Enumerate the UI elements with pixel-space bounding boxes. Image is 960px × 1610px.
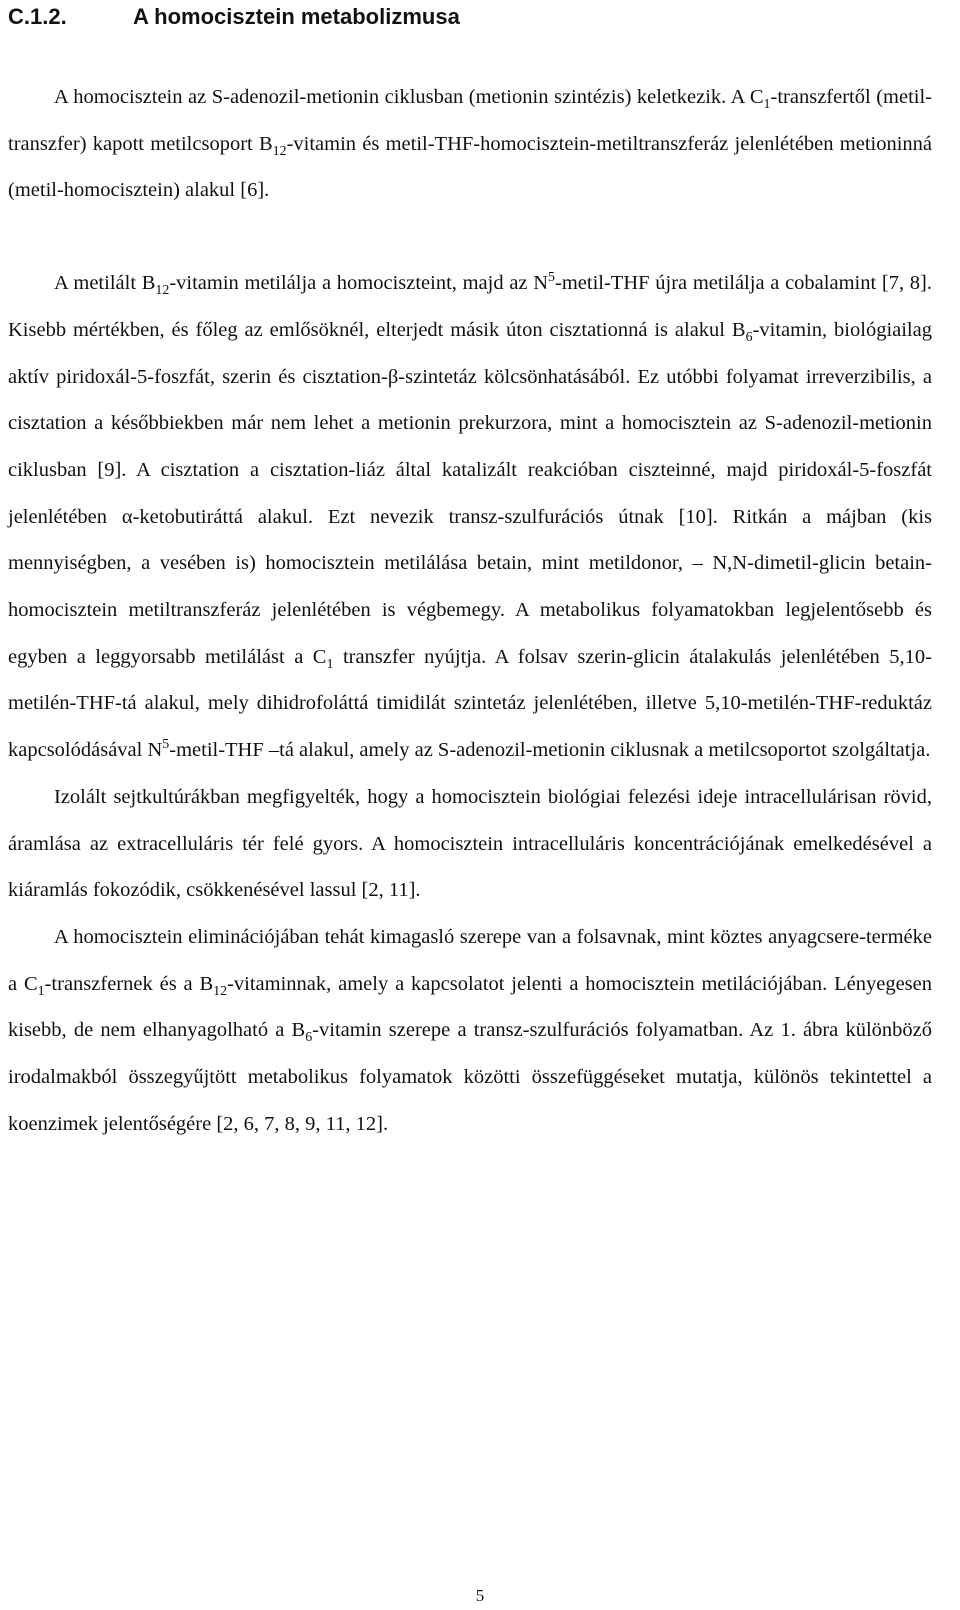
text-run: -metil-THF újra metilálja a cobalamint [7, 8]. Kisebb mértékben, és főleg az emlősöknél, elterjedt másik úton cisztationná is alakul B [8,272,932,341]
section-title: A homocisztein metabolizmusa [133,4,460,29]
text-run: transzfer nyújtja. A folsav szerin-glicin átalakulás jelenlétében 5,10-metilén-THF-tá alakul, mely dihidrofoláttá timidilát szintetáz jelenlétében, illetve 5,10-metilén-THF-reduktáz kapcsolódásával N [8,645,932,762]
subscript: 6 [745,329,753,345]
subscript: 12 [155,283,170,299]
text-run: -transzfernek és a B [44,972,214,995]
text-run: -transzfertől (metil-transzfer) kapott metilcsoport B [8,86,932,155]
paragraph [8,74,932,214]
subscript: 1 [326,656,334,672]
text-run: A metilált B [54,272,156,295]
superscript: 5 [162,737,170,753]
text-run: -vitaminnak, amely a kapcsolatot jelenti a homocisztein metilációjában. Lényegesen kisebb, de nem elhanyagolható a B [8,972,932,1042]
text-run: Izolált sejtkultúrákban megfigyelték, hogy a homocisztein biológiai felezési ideje intracellulárisan rövid, áramlása az extracelluláris tér felé gyors. A homocisztein intracelluláris koncentrációjának emelkedésével a kiáramlás fokozódik, csökkenésével lassul [2, 11]. [8,785,932,902]
text-run: -metil-THF –tá alakul, amely az S-adenozil-metionin ciklusnak a metilcsoportot szolgáltatja. [169,739,931,762]
subscript: 12 [213,983,228,999]
text-run: -vitamin szerepe a transz-szulfurációs folyamatban. Az 1. ábra különböző irodalmakból összegyűjtött metabolikus folyamatok közötti összefüggéseket mutatja, különös tekintettel a koenzimek jelentőségére [2, 6, 7, 8, 9, 11, 12]. [8,1019,932,1135]
text-run: A homocisztein az S-adenozil-metionin ciklusban (metionin szintézis) keletkezik. A C [54,86,764,108]
paragraph [8,774,932,914]
superscript: 5 [548,270,556,286]
paragraph [8,260,932,774]
section-heading [8,0,932,38]
subscript: 12 [272,143,287,159]
text-run: -vitamin és metil-THF-homocisztein-metiltranszferáz jelenlétében metioninná (metil-homocisztein) alakul [6]. [8,132,932,202]
subscript: 6 [305,1030,313,1046]
subscript: 1 [37,983,45,999]
text-run: A homocisztein eliminációjában tehát kimagasló szerepe van a folsavnak, mint köztes anyagcsere-terméke a C [8,925,932,995]
section-number: C.1.2. [8,4,67,29]
text-run: -vitamin metilálja a homociszteint, majd az N [169,272,549,295]
subscript: 1 [763,97,771,113]
paragraph [8,914,932,1148]
page-number: 5 [475,1586,485,1605]
text-run: -vitamin, biológiailag aktív piridoxál-5-foszfát, szerin és cisztation-β-szintetáz kölcsönhatásából. Ez utóbbi folyamat irreverzibilis, a cisztation a későbbiekben már nem lehet a metionin prekurzora, mint a homocisztein az S-adenozil-metionin ciklusban [9]. A cisztation a cisztation-liáz által katalizált reakcióban ciszteinné, majd piridoxál-5-foszfát jelenlétében α-ketobutiráttá alakul. Ezt nevezik transz-szulfurációs útnak [10]. Ritkán a májban (kis mennyiségben, a vesében is) homocisztein metilálása betain, mint metildonor, – N,N-dimetil-glicin betain-homocisztein metiltranszferáz jelenlétében is végbemegy. A metabolikus folyamatokban legjelentősebb és egyben a leggyorsabb metilálást a C [8,318,932,668]
